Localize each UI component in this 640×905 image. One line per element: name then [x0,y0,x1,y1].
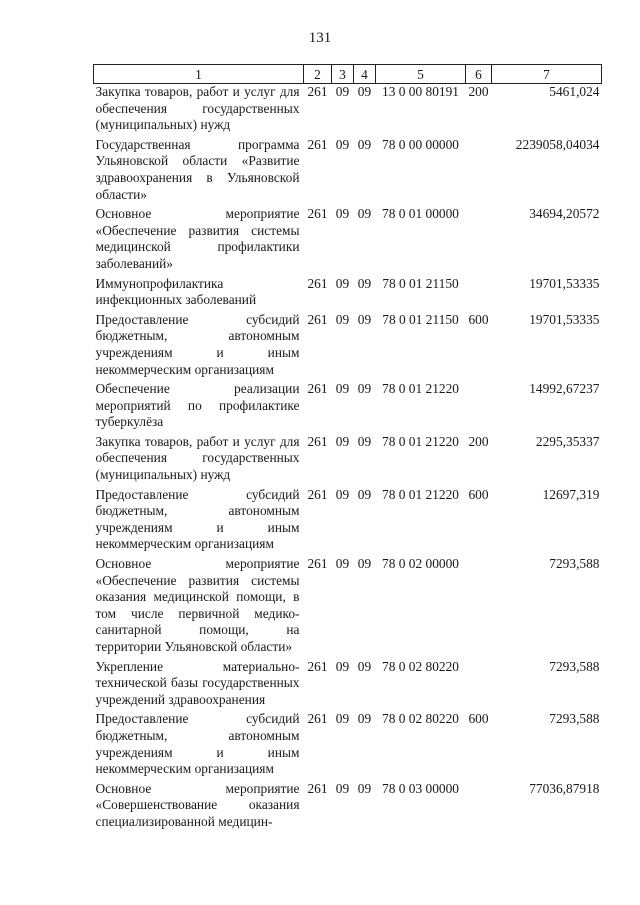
row-col-4: 09 [357,780,372,796]
row-col-3: 09 [335,433,350,449]
row-col-2: 261 [307,381,328,397]
row-col-5: 78 0 03 00000 [382,780,459,796]
row-col-5: 78 0 02 00000 [382,556,459,572]
header-col-5: 5 [376,65,466,84]
header-col-1: 1 [94,65,304,84]
row-col-3: 09 [335,381,350,397]
table-row [94,781,602,834]
row-col-5: 78 0 02 80220 [382,658,459,674]
row-col-7: 5461,024 [549,84,600,99]
row-col-2: 261 [307,711,328,727]
row-col-5: 78 0 01 21220 [382,433,459,449]
row-col-7: 12697,319 [542,486,600,502]
table-header [94,65,602,84]
row-col-4: 09 [357,311,372,327]
row-col-6 [466,556,492,659]
row-name: Основное мероприятие «Совершенствование оказания специализированной медицин- [95,780,300,829]
row-col-3: 09 [335,556,350,572]
row-col-5: 78 0 01 21150 [382,311,459,327]
row-col-4: 09 [357,433,372,449]
row-col-5: 78 0 01 00000 [382,206,459,222]
row-col-4: 09 [357,711,372,727]
row-col-5: 78 0 02 80220 [382,711,459,727]
row-col-5: 78 0 01 21220 [382,486,459,502]
row-col-7: 19701,53335 [529,275,600,291]
header-col-3: 3 [332,65,354,84]
row-col-5: 78 0 01 21150 [382,275,459,291]
row-col-2: 261 [307,275,328,291]
row-col-5: 78 0 00 00000 [382,136,459,152]
table-row [94,434,602,487]
table-row [94,711,602,780]
row-col-6 [466,206,492,275]
row-col-3: 09 [335,84,350,99]
row-col-2: 261 [307,206,328,222]
header-col-2: 2 [304,65,332,84]
row-col-5: 13 0 00 80191 [382,84,459,99]
table-row [94,312,602,381]
row-col-3: 09 [335,275,350,291]
row-name: Предоставление субсидий бюджетным, автономным учреждениям и иным некоммерческим организациям [95,711,300,777]
row-col-2: 261 [307,556,328,572]
row-col-7: 7293,588 [549,658,600,674]
table-row [94,276,602,312]
table-row [94,84,602,137]
row-name: Предоставление субсидий бюджетным, автономным учреждениям и иным некоммерческим организациям [95,311,300,377]
header-col-4: 4 [354,65,376,84]
row-col-3: 09 [335,780,350,796]
row-col-2: 261 [307,84,328,99]
header-col-7: 7 [492,65,602,84]
row-col-2: 261 [307,486,328,502]
row-col-7: 2295,35337 [535,433,600,449]
table-row [94,137,602,206]
row-col-2: 261 [307,136,328,152]
row-col-6 [466,659,492,712]
row-col-4: 09 [357,486,372,502]
row-name: Обеспечение реализации мероприятий по профилактике туберкулёза [95,381,300,430]
row-col-6 [466,276,492,312]
row-col-6: 600 [468,486,489,502]
row-name: Укрепление материально-технической базы государственных учреждений здравоохранения [95,658,300,707]
row-col-7: 7293,588 [549,711,600,727]
table-row [94,487,602,556]
row-col-4: 09 [357,556,372,572]
row-col-2: 261 [307,433,328,449]
row-name: Иммунопрофилактика инфекционных заболеваний [95,275,257,308]
row-name: Основное мероприятие «Обеспечение развития системы медицинской профилактики заболеваний» [95,206,300,271]
row-col-7: 19701,53335 [529,311,600,327]
row-col-2: 261 [307,311,328,327]
row-col-4: 09 [357,275,372,291]
row-col-4: 09 [357,136,372,152]
row-col-4: 09 [357,206,372,222]
row-col-2: 261 [307,658,328,674]
row-col-3: 09 [335,711,350,727]
table-row [94,206,602,275]
row-col-6: 200 [468,433,489,449]
row-name: Закупка товаров, работ и услуг для обеспечения государственных (муниципальных) нужд [95,84,300,133]
row-col-6 [466,137,492,206]
table-row [94,381,602,434]
row-col-6: 200 [468,84,489,99]
row-col-3: 09 [335,486,350,502]
table-body [94,84,602,834]
table-row [94,659,602,712]
table-row [94,556,602,659]
row-col-5: 78 0 01 21220 [382,381,459,397]
row-col-6 [466,781,492,834]
row-col-3: 09 [335,136,350,152]
row-col-6 [466,381,492,434]
header-row [94,65,602,84]
row-col-7: 34694,20572 [529,206,600,222]
row-col-2: 261 [307,780,328,796]
row-col-6: 600 [468,711,489,727]
row-col-4: 09 [357,381,372,397]
row-col-3: 09 [335,311,350,327]
row-col-4: 09 [357,84,372,99]
row-name: Закупка товаров, работ и услуг для обеспечения государственных (муниципальных) нужд [95,433,300,483]
row-col-3: 09 [335,206,350,222]
header-col-6: 6 [466,65,492,84]
row-col-7: 77036,87918 [529,780,600,796]
row-col-7: 2239058,04034 [515,136,600,152]
row-name: Предоставление субсидий бюджетным, автономным учреждениям и иным некоммерческим организациям [95,486,300,552]
page-number: 131 [308,30,332,46]
row-name: Основное мероприятие «Обеспечение развития системы оказания медицинской помощи, в том числе первичной медико-санитарной помощи, на территории Ульяновской области» [95,556,300,654]
row-col-6: 600 [468,311,489,327]
budget-table [93,64,602,834]
row-col-3: 09 [335,658,350,674]
row-col-4: 09 [357,658,372,674]
row-col-7: 7293,588 [549,556,600,572]
row-col-7: 14992,67237 [529,381,600,397]
row-name: Государственная программа Ульяновской области «Развитие здравоохранения в Ульяновской области» [95,136,300,202]
